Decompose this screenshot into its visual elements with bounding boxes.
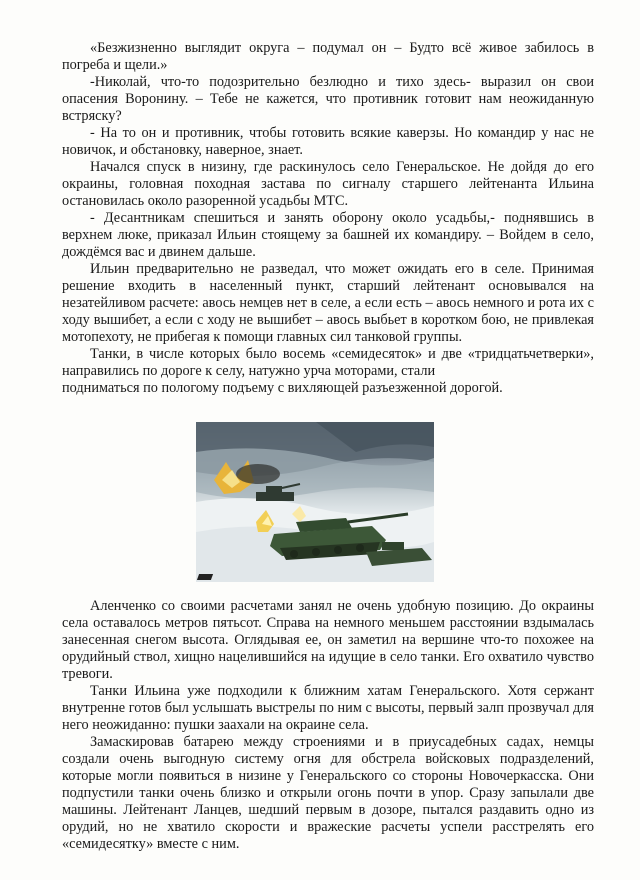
paragraph: Танки, в числе которых было восемь «семидесяток» и две «тридцатьчетверки», направились по дороге к селу, натужно урча моторами, стали [62,346,594,379]
painting-corner-mark [197,574,213,580]
paragraph: подниматься по пологому подъему с вихляющей разъезженной дорогой. [62,380,503,396]
text-block-top [62,40,594,397]
tank-battle-illustration [196,422,434,582]
painting-svg [196,422,434,582]
paragraph: - На то он и противник, чтобы готовить всякие каверзы. Но командир у нас не новичок, и обстановку, наверное, знает. [62,125,594,158]
paragraph: «Безжизненно выглядит округа – подумал он – Будто всё живое забилось в погреба и щели.» [62,40,594,73]
paragraph: - Десантникам спешиться и занять оборону около усадьбы,- поднявшись в верхнем люке, приказал Ильин стоящему за башней их командиру. – Войдем в село, дождёмся вас и двинем дальше. [62,210,594,260]
paragraph: Замаскировав батарею между строениями и в приусадебных садах, немцы создали очень выгодную систему огня для обстрела войсковых подразделений, которые могли появиться в низине у Генеральского со стороны Новочеркасска. Они подпустили танки очень близко и открыли огонь почти в упор. Сразу запылали две машины. Лейтенант Ланцев, шедший первым в дозоре, пытался раздавить одно из орудий, но не хватило скорости и вражеские расчеты успели расстрелять его «семидесятку» вместе с ним. [62,734,594,852]
paragraph: Аленченко со своими расчетами занял не очень удобную позицию. До окраины села оставалось метров пятьсот. Справа на немного меньшем расстоянии вздымалась занесенная снегом высота. Оглядывая ее, он заметил на вершине что-то похожее на орудийный ствол, хищно нацелившийся на идущие в село танки. Его охватило чувство тревоги. [62,598,594,682]
text-block-bottom [62,598,594,853]
paragraph: Ильин предварительно не разведал, что может ожидать его в селе. Принимая решение входить в населенный пункт, старший лейтенант основывался на незатейливом расчете: авось немцев нет в селе, а если есть – авось немного и рота их с ходу вышибет, а если с ходу не вышибет – авось выбьет в коротком бою, не привлекая мотопехоту, не прибегая к помощи главных сил танковой группы. [62,261,594,345]
paragraph: Начался спуск в низину, где раскинулось село Генеральское. Не дойдя до его окраины, головная походная застава по сигналу старшего лейтенанта Ильина остановилась около разоренной усадьбы МТС. [62,159,594,209]
paragraph: Танки Ильина уже подходили к ближним хатам Генеральского. Хотя сержант внутренне готов был услышать выстрелы по ним с высоты, первый залп прозвучал для него неожиданно: пушки заахали на окраине села. [62,683,594,733]
paragraph: -Николай, что-то подозрительно безлюдно и тихо здесь- выразил он свои опасения Воронину. – Тебе не кажется, что противник готовит нам неожиданную встряску? [62,74,594,124]
